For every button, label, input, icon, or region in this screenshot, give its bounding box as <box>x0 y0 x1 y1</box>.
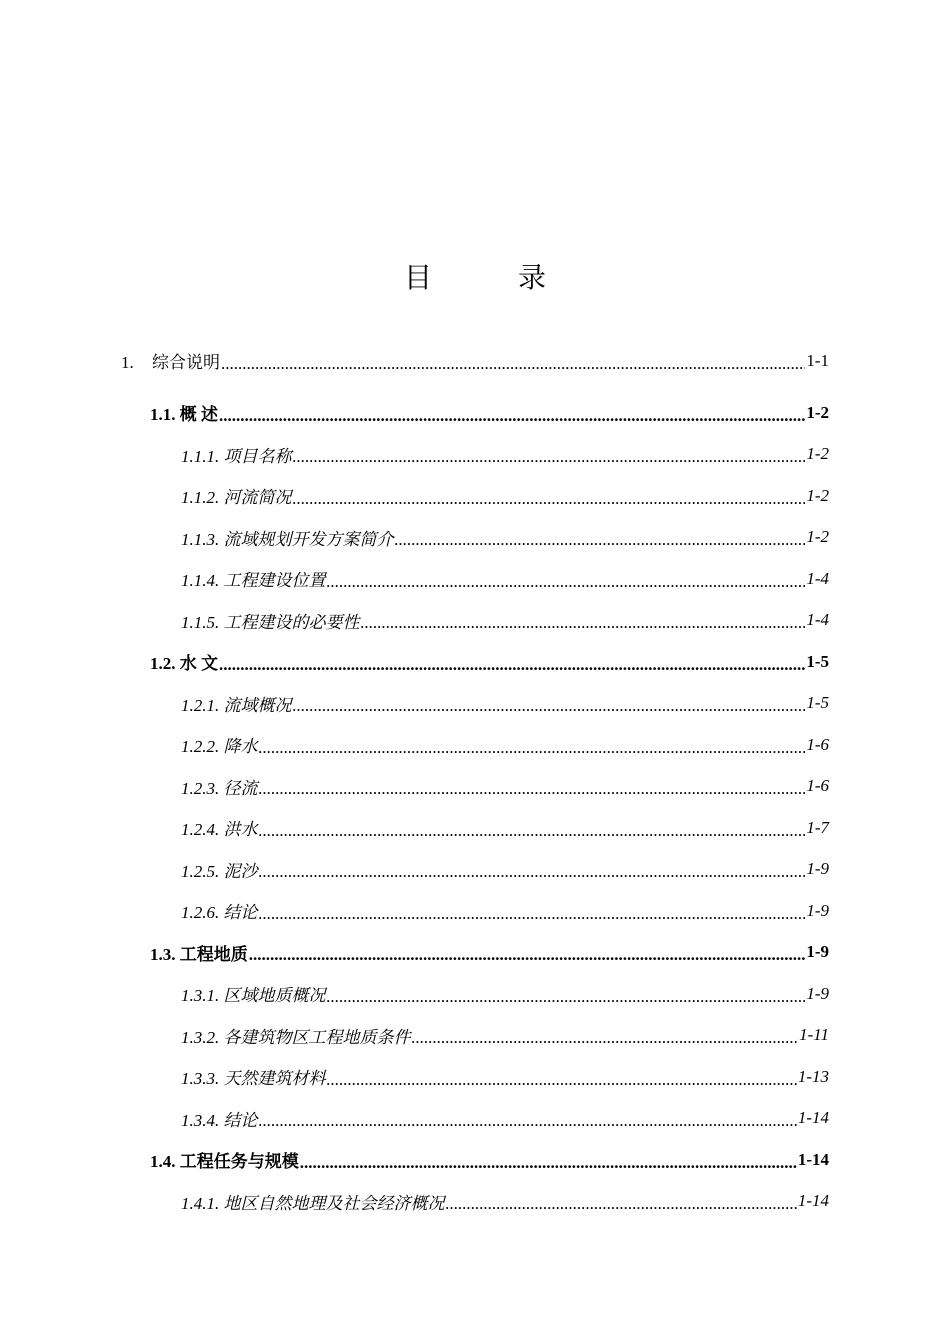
toc-entry-number: 1.1.2. <box>181 488 224 508</box>
toc-entry-page-number: 1-2 <box>806 485 829 505</box>
toc-entry-text <box>181 732 258 757</box>
toc-entry-label: 工程建设位置 <box>223 571 326 591</box>
toc-entry-label: 水 文 <box>179 654 218 674</box>
toc-entry-label: 结论 <box>223 903 258 923</box>
toc-entry-1-4-1[interactable] <box>181 1181 829 1223</box>
toc-entry-number: 1.2. <box>150 654 180 674</box>
toc-entry-page-number: 1-1 <box>806 350 829 370</box>
toc-entry-page-number: 1-9 <box>806 900 829 920</box>
toc-leader-dots <box>259 821 806 841</box>
toc-leader-dots <box>412 1028 799 1048</box>
toc-entry-1-3-1[interactable] <box>181 973 829 1015</box>
toc-entry-1-2[interactable] <box>150 641 829 683</box>
toc-entry-number: 1.1.4. <box>181 571 224 591</box>
toc-entry-1-3-4[interactable] <box>181 1098 829 1140</box>
toc-entry-text <box>181 1106 258 1131</box>
toc-entry-label: 工程建设的必要性 <box>223 612 360 632</box>
toc-entry-page-number: 1-4 <box>806 568 829 588</box>
toc-entry-text <box>181 774 258 799</box>
toc-entry-label: 流域概况 <box>223 695 292 715</box>
toc-entry-1-2-1[interactable] <box>181 683 829 725</box>
toc-entry-label: 河流简况 <box>223 488 292 508</box>
toc-entry-number: 1.2.3. <box>181 778 224 798</box>
toc-entry-page-number: 1-2 <box>806 444 829 464</box>
toc-entry-page-number: 1-5 <box>806 651 829 671</box>
toc-entry-number: 1.3.2. <box>181 1027 224 1047</box>
toc-leader-dots <box>293 696 806 716</box>
toc-entry-text <box>121 348 220 373</box>
toc-entry-text <box>181 525 394 550</box>
toc-entry-page-number: 1-7 <box>806 817 829 837</box>
toc-entry-1-1-1[interactable] <box>181 434 829 476</box>
toc-entry-1[interactable] <box>121 340 829 382</box>
toc-entry-text <box>181 483 292 508</box>
toc-entry-label: 综合说明 <box>152 353 220 373</box>
toc-entry-label: 地区自然地理及社会经济概况 <box>223 1193 445 1213</box>
toc-entry-text <box>150 1147 299 1172</box>
toc-entry-1-3-3[interactable] <box>181 1056 829 1098</box>
toc-entry-1-1-4[interactable] <box>181 558 829 600</box>
toc-entry-1-1-2[interactable] <box>181 475 829 517</box>
toc-entry-text <box>181 566 326 591</box>
toc-leader-dots <box>327 987 806 1007</box>
toc-entry-1-2-4[interactable] <box>181 807 829 849</box>
toc-entry-1-2-5[interactable] <box>181 849 829 891</box>
toc-entry-text <box>150 649 218 674</box>
toc-entry-number: 1.3.1. <box>181 986 224 1006</box>
toc-entry-page-number: 1-11 <box>799 1025 829 1045</box>
toc-entry-1-2-6[interactable] <box>181 890 829 932</box>
toc-entry-1-3-2[interactable] <box>181 1015 829 1057</box>
toc-entry-number: 1.2.2. <box>181 737 224 757</box>
toc-leader-dots <box>221 354 805 374</box>
toc-entry-label: 洪水 <box>223 820 258 840</box>
toc-leader-dots <box>300 1153 797 1173</box>
toc-entry-number: 1.3. <box>150 944 180 964</box>
toc-entry-text <box>181 608 360 633</box>
toc-entry-1-4[interactable] <box>150 1139 829 1181</box>
toc-entry-text <box>181 1023 411 1048</box>
toc-title-char-1: 目 <box>403 261 432 294</box>
toc-entry-number: 1.1.1. <box>181 446 224 466</box>
toc-entry-label: 各建筑物区工程地质条件 <box>223 1027 411 1047</box>
toc-leader-dots <box>259 862 806 882</box>
toc-entry-text <box>181 981 326 1006</box>
toc-entry-number: 1.3.4. <box>181 1110 224 1130</box>
toc-entry-number: 1.2.1. <box>181 695 224 715</box>
toc-entry-text <box>181 1189 445 1214</box>
toc-entry-number: 1.3.3. <box>181 1069 224 1089</box>
toc-entry-1-3[interactable] <box>150 932 829 974</box>
toc-entry-label: 工程任务与规模 <box>179 1152 299 1172</box>
toc-entry-1-1-3[interactable] <box>181 517 829 559</box>
toc-leader-dots <box>249 945 806 965</box>
toc-entry-text <box>181 691 292 716</box>
toc-entry-text <box>181 815 258 840</box>
toc-entry-page-number: 1-9 <box>806 983 829 1003</box>
toc-entry-number: 1.2.6. <box>181 903 224 923</box>
toc-entry-page-number: 1-13 <box>797 1066 829 1086</box>
toc-entry-text <box>150 400 218 425</box>
toc-leader-dots <box>259 738 806 758</box>
toc-entry-page-number: 1-6 <box>806 734 829 754</box>
toc-entry-page-number: 1-6 <box>806 776 829 796</box>
toc-entry-number: 1.4. <box>150 1152 180 1172</box>
toc-entry-number: 1.1.3. <box>181 529 224 549</box>
toc-entry-1-2-3[interactable] <box>181 766 829 808</box>
toc-leader-dots <box>293 489 806 509</box>
toc-entry-text <box>181 1064 326 1089</box>
toc-leader-dots <box>259 779 806 799</box>
toc-entry-1-1[interactable] <box>150 392 829 434</box>
toc-entry-text <box>181 857 258 882</box>
toc-title <box>0 256 950 296</box>
toc-entry-number: 1.2.4. <box>181 820 224 840</box>
toc-entry-label: 工程地质 <box>179 944 248 964</box>
toc-entry-label: 区域地质概况 <box>223 986 326 1006</box>
toc-entry-number: 1.1. <box>150 405 180 425</box>
toc-entry-page-number: 1-2 <box>806 402 829 422</box>
toc-entry-page-number: 1-4 <box>806 610 829 630</box>
toc-entry-page-number: 1-14 <box>797 1149 829 1169</box>
toc-entry-number: 1. <box>121 353 134 373</box>
toc-entry-page-number: 1-9 <box>806 859 829 879</box>
toc-entry-label: 天然建筑材料 <box>223 1069 326 1089</box>
toc-entry-text <box>181 898 258 923</box>
toc-entry-label: 流域规划开发方案简介 <box>223 529 394 549</box>
toc-entry-number: 1.1.5. <box>181 612 224 632</box>
toc-leader-dots <box>219 655 805 675</box>
toc-leader-dots <box>259 904 806 924</box>
toc-entry-label: 降水 <box>223 737 258 757</box>
toc-leader-dots <box>293 447 806 467</box>
toc-entry-label: 项目名称 <box>223 446 292 466</box>
toc-leader-dots <box>327 1070 797 1090</box>
toc-entry-page-number: 1-14 <box>797 1191 829 1211</box>
toc-entry-text <box>181 442 292 467</box>
toc-entry-number: 1.4.1. <box>181 1193 224 1213</box>
toc-entry-label: 概 述 <box>179 405 218 425</box>
toc-entry-page-number: 1-14 <box>797 1108 829 1128</box>
toc-entry-number: 1.2.5. <box>181 861 224 881</box>
toc-entry-page-number: 1-5 <box>806 693 829 713</box>
toc-entry-1-1-5[interactable] <box>181 600 829 642</box>
toc-leader-dots <box>395 530 806 550</box>
toc-entry-text <box>150 940 248 965</box>
toc-entry-label: 泥沙 <box>223 861 258 881</box>
toc-entry-label: 径流 <box>223 778 258 798</box>
toc-leader-dots <box>219 406 805 426</box>
toc-entry-label: 结论 <box>223 1110 258 1130</box>
toc-title-char-2: 录 <box>518 261 547 294</box>
toc-leader-dots <box>327 572 806 592</box>
toc-leader-dots <box>446 1194 797 1214</box>
toc-leader-dots <box>259 1111 797 1131</box>
toc-leader-dots <box>361 613 806 633</box>
toc-entry-1-2-2[interactable] <box>181 724 829 766</box>
toc-entry-page-number: 1-2 <box>806 527 829 547</box>
toc-entry-page-number: 1-9 <box>806 942 829 962</box>
